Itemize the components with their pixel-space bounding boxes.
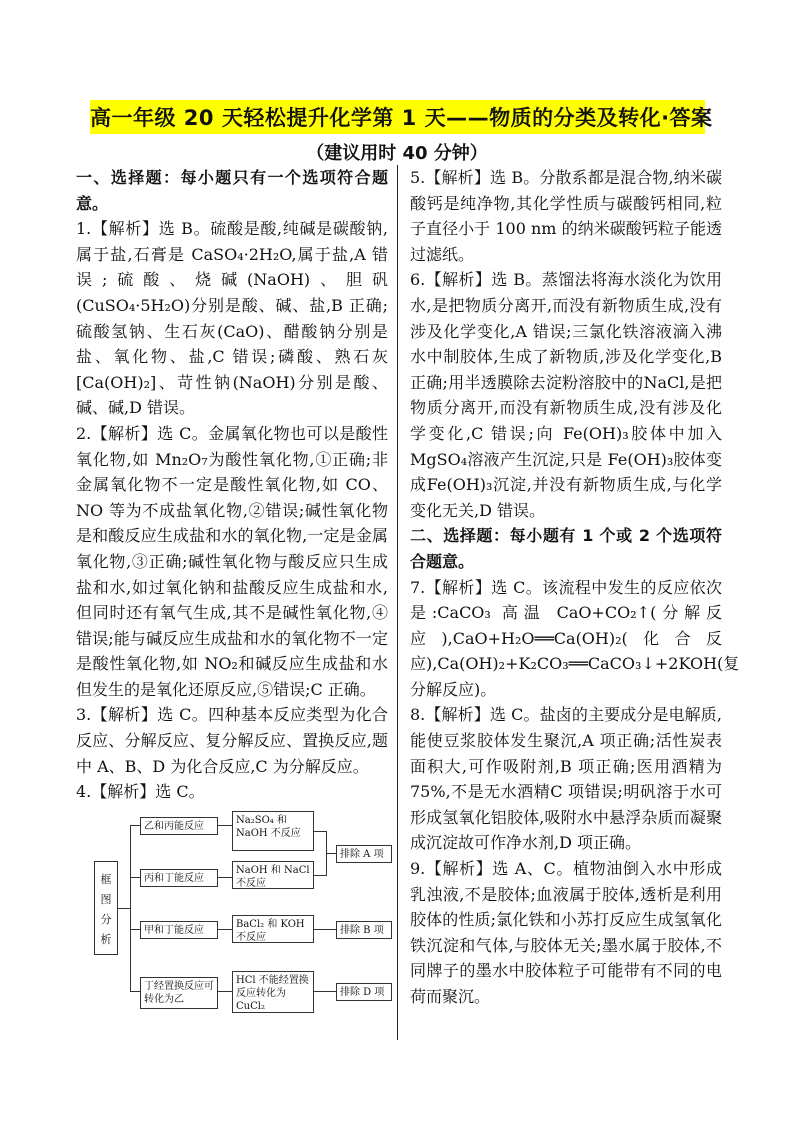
answer-1: 1.【解析】选 B。硫酸是酸,纯碱是碳酸钠,属于盐,石膏是 CaSO₄·2H₂O,属于盐,A 错误;硫酸、烧碱(NaOH)、胆矾(CuSO₄·5H₂O)分别是酸、碱、盐,B 正确;硫酸氢钠、生石灰(CaO)、醋酸钠分别是盐、氧化物、盐,C 错误;磷酸、熟石灰[Ca(OH)₂]、苛性钠(NaOH)分别是酸、碱、碱,D 错误。 [76, 219, 388, 418]
flow-detail-1: Na₂SO₄ 和 NaOH 不反应 [232, 811, 314, 851]
flow-detail-3: BaCl₂ 和 KOH 不反应 [232, 915, 314, 943]
answer-2: 2.【解析】选 C。金属氧化物也可以是酸性氧化物,如 Mn₂O₇为酸性氧化物,①正确;非金属氧化物不一定是酸性氧化物,如 CO、NO 等为不成盐氧化物,②错误;碱性氧化物是和酸反应生成盐和水的氧化物,一定是金属氧化物,③正确;碱性氧化物与酸反应只生成盐和水,如过氧化钠和盐酸反应生成盐和水,但同时还有氧气生成,其不是碱性氧化物,④错误;能与碱反应生成盐和水的氧化物不一定是酸性氧化物,如 NO₂和碱反应生成盐和水但发生的是氧化还原反应,⑤错误;C 正确。 [76, 423, 388, 699]
answer-9: 9.【解析】选 A、C。植物油倒入水中形成乳浊液,不是胶体;血液属于胶体,透析是利用胶体的性质;氯化铁和小苏打反应生成氢氧化铁沉淀和气体,与胶体无关;墨水属于胶体,不同牌子的墨水中胶体粒子可能带有不同的电荷而聚沉。 [410, 859, 722, 1006]
flow-condition-4: 丁经置换反应可转化为乙 [140, 977, 218, 1009]
flow-condition-3: 甲和丁能反应 [140, 921, 218, 939]
answer-5: 5.【解析】选 B。分散系都是混合物,纳米碳酸钙是纯净物,其化学性质与碳酸钙相同,粒子直径小于 100 nm 的纳米碳酸钙粒子能透过滤纸。 [410, 168, 722, 264]
column-divider [397, 165, 398, 1040]
flow-result-d: 排除 D 项 [336, 983, 392, 1001]
flow-condition-2: 丙和丁能反应 [140, 869, 218, 887]
answer-4: 4.【解析】选 C。 [76, 782, 205, 802]
right-column [410, 165, 740, 1010]
answer-8: 8.【解析】选 C。盐卤的主要成分是电解质,能使豆浆胶体发生聚沉,A 项正确;活性炭表面积大,可作吸附剂,B 项正确;医用酒精为75%,不是无水酒精C 项错误;明矾溶于水可形成氢氧化铝胶体,吸附水中悬浮杂质而凝聚成沉淀故可作净水剂,D 项正确。 [410, 705, 722, 853]
section-heading-1: 一、选择题：每小题只有一个选项符合题意。 [76, 168, 388, 213]
flow-result-b: 排除 B 项 [336, 921, 392, 939]
flowchart-diagram [94, 811, 394, 1015]
flow-result-a: 排除 A 项 [336, 845, 392, 863]
section-heading-2: 二、选择题：每小题有 1 个或 2 个选项符合题意。 [410, 526, 722, 571]
flow-detail-4: HCl 不能经置换反应转化为 CuCl₂ [232, 971, 314, 1013]
flow-root: 框图分析 [94, 861, 118, 955]
answer-7: 7.【解析】选 C。该流程中发生的反应依次是:CaCO₃ 高温 CaO+CO₂↑(分解反应),CaO+H₂O══Ca(OH)₂(化合反应),Ca(OH)₂+K₂CO₃══CaCO₃↓+2KOH(复分解反应)。 [410, 577, 740, 699]
left-column [76, 165, 388, 1015]
page-title: 高一年级 20 天轻松提升化学第 1 天——物质的分类及转化·答案 [90, 106, 713, 130]
answer-6: 6.【解析】选 B。蒸馏法将海水淡化为饮用水,是把物质分离开,而没有新物质生成,没有涉及化学变化,A 错误;三氯化铁溶液滴入沸水中制胶体,生成了新物质,涉及化学变化,B 正确;用半透膜除去淀粉溶胶中的NaCl,是把物质分离开,而没有新物质生成,没有涉及化学变化,C 错误;向 Fe(OH)₃胶体中加入 MgSO₄溶液产生沉淀,只是 Fe(OH)₃胶体变成Fe(OH)₃沉淀,并没有新物质生成,与化学变化无关,D 错误。 [410, 270, 722, 520]
flow-condition-1: 乙和丙能反应 [140, 817, 218, 835]
page-subtitle: （建议用时 40 分钟） [306, 143, 488, 164]
answer-3: 3.【解析】选 C。四种基本反应类型为化合反应、分解反应、复分解反应、置换反应,题中 A、B、D 为化合反应,C 为分解反应。 [76, 705, 388, 776]
flow-detail-2: NaOH 和 NaCl 不反应 [232, 861, 314, 889]
